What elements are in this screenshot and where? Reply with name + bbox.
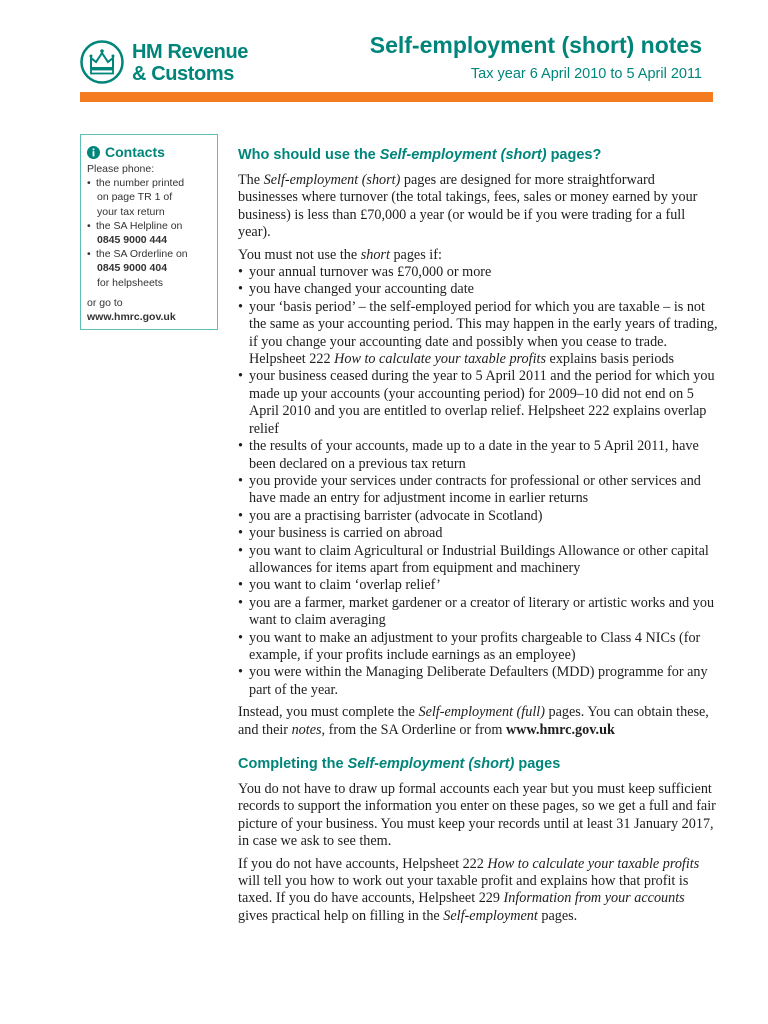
website-link[interactable]: www.hmrc.gov.uk bbox=[505, 721, 615, 738]
section2-paragraph: You do not have to draw up formal accounts each year but you must keep sufficient records to support the information you enter on these pages, so we get a full and fair picture of your business. You must keep your records until at least 31 January 2017, in case we ask to see them. bbox=[238, 781, 716, 850]
document-title: Self-employment (short) notes bbox=[369, 32, 702, 58]
text: pages. You can obtain these, and their bbox=[238, 704, 709, 738]
list-item bbox=[238, 299, 718, 369]
list-item: • you want to claim Agricultural or Industrial Buildings Allowance or other capital allowances for items apart from equipment and machinery bbox=[238, 543, 718, 578]
text: will tell you how to work out your taxable profit and explains how that profit is taxed. If you do have accounts, Helpsheet 229 bbox=[238, 873, 689, 907]
list-item: • you want to claim ‘overlap relief’ bbox=[238, 577, 718, 594]
list-item: • you were within the Managing Deliberate Defaulters (MDD) programme for any part of the year. bbox=[238, 664, 718, 699]
list-item: • your business is carried on abroad bbox=[238, 525, 718, 542]
section2-paragraph bbox=[238, 856, 718, 926]
list-item: • you provide your services under contracts for professional or other services and have made an entry for adjustment income in earlier returns bbox=[238, 473, 718, 508]
main-content bbox=[238, 146, 718, 930]
contacts-item-line: • the number printed bbox=[87, 176, 211, 190]
heading-text: pages bbox=[514, 756, 561, 772]
heading-text: Completing the bbox=[238, 756, 348, 772]
sa-helpline-number: 0845 9000 444 bbox=[97, 234, 168, 247]
heading-text: Who should use the bbox=[238, 147, 380, 163]
italic-text: Self-employment bbox=[443, 907, 538, 924]
text: your ‘basis period’ – the self-employed period for which you are taxable – is not the same as your accounting period. This may happen in the early years of trading, if you change your accounting date and possibly when you cease to trade. Helpsheet 222 bbox=[249, 298, 718, 368]
contacts-intro: Please phone: bbox=[87, 163, 155, 175]
italic-text: Self-employment (short) bbox=[263, 172, 401, 188]
contacts-heading-text: Contacts bbox=[105, 144, 165, 160]
contacts-heading bbox=[87, 144, 211, 160]
contacts-item-line: for helpsheets bbox=[97, 276, 163, 289]
crown-crest-icon bbox=[80, 40, 124, 84]
text: pages. bbox=[537, 907, 578, 924]
list-item: • you want to make an adjustment to your profits chargeable to Class 4 NICs (for example, if your profits include earnings as an employee) bbox=[238, 630, 718, 665]
text: explains basis periods bbox=[545, 351, 675, 368]
heading-text: pages? bbox=[546, 147, 602, 163]
text: You must not use the bbox=[238, 246, 361, 263]
text: If you do not have accounts, Helpsheet 222 bbox=[238, 855, 488, 872]
heading-italic: Self-employment (short) bbox=[347, 756, 515, 772]
italic-text: Self-employment (full) bbox=[418, 704, 545, 721]
sa-orderline-number: 0845 9000 404 bbox=[97, 262, 168, 275]
list-item: • the results of your accounts, made up to a date in the year to 5 April 2011, have been declared on a previous tax return bbox=[238, 438, 718, 473]
text: pages if: bbox=[389, 246, 442, 263]
italic-text: How to calculate your taxable profits bbox=[334, 351, 546, 368]
contacts-item-line: • the SA Helpline on bbox=[87, 219, 211, 233]
text: , from the SA Orderline or from bbox=[321, 721, 506, 738]
section1-list-intro bbox=[238, 247, 718, 264]
section1-closing-paragraph bbox=[238, 704, 718, 739]
contacts-item-line: your tax return bbox=[97, 205, 165, 218]
section1-paragraph bbox=[238, 172, 718, 242]
list-item: • your annual turnover was £70,000 or more bbox=[238, 264, 718, 281]
list-item: • your business ceased during the year to 5 April 2011 and the period for which you made up your accounts (your accounting period) for 2009–10 did not end on 5 April 2010 and you are entitled to overlap relief. Helpsheet 222 explains overlap relief bbox=[238, 368, 718, 438]
list-item: • you have changed your accounting date bbox=[238, 281, 718, 298]
contacts-box bbox=[80, 134, 218, 330]
org-name bbox=[132, 41, 248, 85]
list-item: • you are a farmer, market gardener or a creator of literary or artistic works and you want to claim averaging bbox=[238, 595, 718, 630]
section2-heading bbox=[238, 755, 718, 773]
contacts-or-go: or go to bbox=[87, 296, 123, 309]
italic-text: notes bbox=[291, 721, 322, 738]
info-icon bbox=[87, 146, 100, 159]
text: gives practical help on filling in the bbox=[238, 907, 444, 924]
italic-text: Information from your accounts bbox=[503, 890, 685, 907]
header-rule bbox=[80, 92, 713, 102]
italic-text: short bbox=[360, 246, 390, 263]
exclusion-list bbox=[238, 264, 718, 699]
text: The bbox=[238, 172, 264, 188]
text: pages are designed for more straightforward businesses where turnover (the total takings, fees, sales or money earned by your business) is less than £70,000 a year (or would be if you were trading for a full year). bbox=[238, 172, 698, 241]
org-name-line1: HM Revenue bbox=[132, 41, 249, 63]
hmrc-logo bbox=[80, 40, 270, 88]
org-name-line2: & Customs bbox=[132, 63, 234, 85]
contacts-item-line: • the SA Orderline on bbox=[87, 247, 211, 261]
heading-italic: Self-employment (short) bbox=[379, 147, 547, 163]
list-item: • you are a practising barrister (advocate in Scotland) bbox=[238, 508, 718, 525]
document-subtitle: Tax year 6 April 2010 to 5 April 2011 bbox=[470, 66, 702, 82]
italic-text: How to calculate your taxable profits bbox=[487, 855, 700, 872]
text: Instead, you must complete the bbox=[238, 704, 419, 721]
contacts-item-line: on page TR 1 of bbox=[97, 191, 173, 204]
section1-heading bbox=[238, 146, 718, 164]
contacts-website-link[interactable]: www.hmrc.gov.uk bbox=[87, 311, 176, 324]
